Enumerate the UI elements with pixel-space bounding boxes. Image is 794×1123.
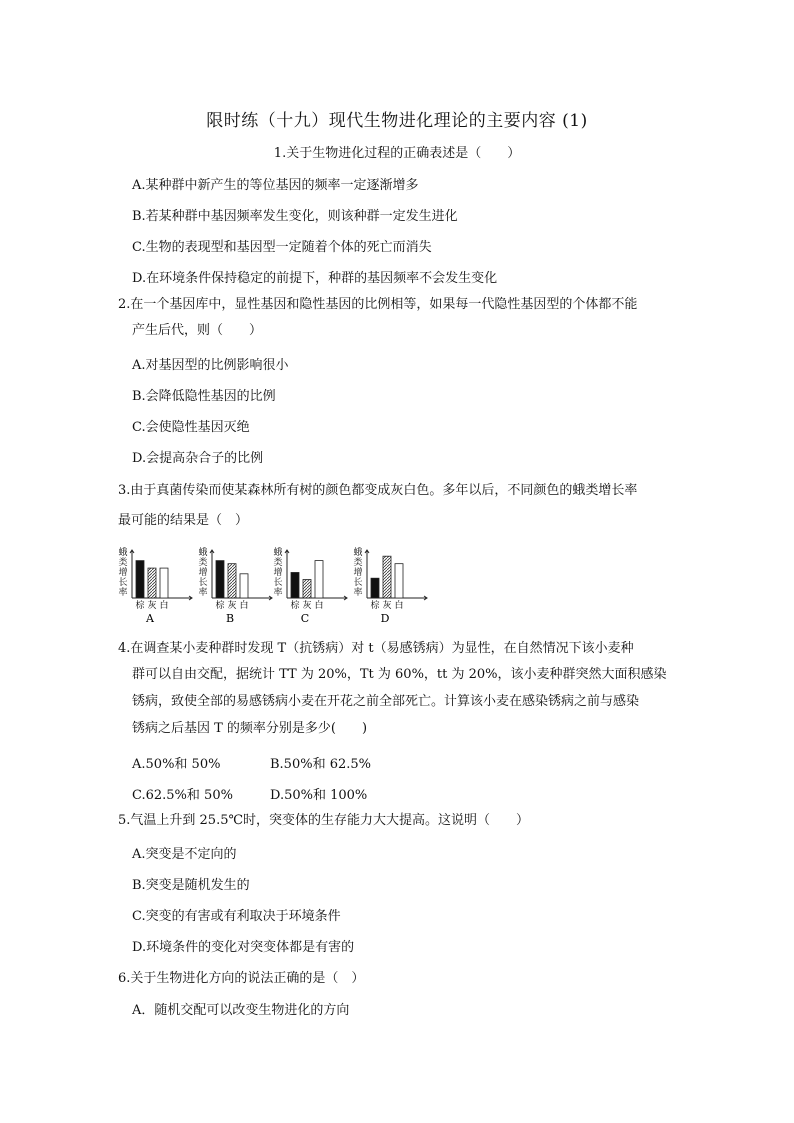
chart-C-xlabel-0: 棕 bbox=[290, 601, 300, 611]
q4-stem-line1: 4.在调查某小麦种群时发现 T（抗锈病）对 t（易感锈病）为显性，在自然情况下该小麦种 bbox=[118, 641, 634, 656]
q4-option-d: D.50%和 100% bbox=[270, 788, 368, 803]
chart-B-xlabel-1: 灰 bbox=[227, 601, 237, 611]
page-title: 限时练（十九）现代生物进化理论的主要内容 (1) bbox=[206, 111, 588, 131]
q5-option-a: A.突变是不定向的 bbox=[132, 847, 237, 862]
chart-A-ylabel: 蛾类增长率 bbox=[118, 548, 128, 598]
q1-option-a: A.某种群中新产生的等位基因的频率一定逐渐增多 bbox=[132, 178, 419, 193]
q2-stem-line1: 2.在一个基因库中，显性基因和隐性基因的比例相等，如果每一代隐性基因型的个体都不能 bbox=[118, 297, 638, 312]
q3-stem-line2: 最可能的结果是（ ） bbox=[118, 513, 249, 528]
chart-C-bar-灰 bbox=[303, 580, 311, 598]
q2-stem-line2: 产生后代，则（ ） bbox=[132, 323, 263, 338]
q5-option-c: C.突变的有害或有利取决于环境条件 bbox=[132, 909, 341, 924]
q2-option-b: B.会降低隐性基因的比例 bbox=[132, 389, 276, 404]
chart-A-bar-白 bbox=[160, 568, 168, 598]
chart-D-xlabel-1: 灰 bbox=[382, 601, 392, 611]
q4-stem-line4: 锈病之后基因 T 的频率分别是多少( ) bbox=[132, 721, 368, 736]
chart-D-bar-棕 bbox=[371, 578, 379, 598]
q3-stem-line1: 3.由于真菌传染而使某森林所有树的颜色都变成灰白色。多年以后，不同颜色的蛾类增长率 bbox=[118, 483, 638, 498]
chart-D-xlabel-2: 白 bbox=[394, 601, 404, 611]
chart-panel-B bbox=[208, 546, 274, 626]
moth-growth-charts bbox=[118, 546, 428, 626]
chart-D-xlabel-0: 棕 bbox=[370, 601, 380, 611]
chart-B-bar-白 bbox=[240, 574, 248, 598]
chart-C-panel-label: C bbox=[300, 612, 310, 625]
q2-option-d: D.会提高杂合子的比例 bbox=[132, 451, 264, 466]
chart-A-xlabel-1: 灰 bbox=[147, 601, 157, 611]
q4-option-a: A.50%和 50% bbox=[132, 757, 221, 772]
chart-B-xlabel-0: 棕 bbox=[215, 601, 225, 611]
q6-option-a: A．随机交配可以改变生物进化的方向 bbox=[132, 1003, 350, 1018]
q5-option-d: D.环境条件的变化对突变体都是有害的 bbox=[132, 940, 355, 955]
chart-B-ylabel: 蛾类增长率 bbox=[198, 548, 208, 598]
chart-C-xlabel-2: 白 bbox=[314, 601, 324, 611]
q1-stem: 1.关于生物进化过程的正确表述是（ ） bbox=[273, 146, 521, 161]
q5-option-b: B.突变是随机发生的 bbox=[132, 878, 250, 893]
chart-A-xlabel-0: 棕 bbox=[135, 601, 145, 611]
chart-panel-A bbox=[128, 546, 194, 626]
chart-panel-D bbox=[363, 546, 429, 626]
chart-D-bar-白 bbox=[395, 564, 403, 598]
q4-option-c: C.62.5%和 50% bbox=[132, 788, 233, 803]
chart-D-panel-label: D bbox=[380, 612, 390, 625]
q1-option-c: C.生物的表现型和基因型一定随着个体的死亡而消失 bbox=[132, 240, 432, 255]
q4-option-b: B.50%和 62.5% bbox=[270, 757, 372, 772]
q2-option-a: A.对基因型的比例影响很小 bbox=[132, 358, 289, 373]
chart-B-xlabel-2: 白 bbox=[239, 601, 249, 611]
chart-A-bar-棕 bbox=[136, 561, 144, 598]
q4-stem-line2: 群可以自由交配，据统计 TT 为 20%，Tt 为 60%，tt 为 20%，该小麦种群突然大面积感染 bbox=[132, 667, 667, 682]
q2-option-c: C.会使隐性基因灭绝 bbox=[132, 420, 250, 435]
chart-A-xlabel-2: 白 bbox=[159, 601, 169, 611]
chart-C-bar-白 bbox=[315, 561, 323, 598]
q6-stem: 6.关于生物进化方向的说法正确的是（ ） bbox=[118, 971, 365, 986]
chart-C-bar-棕 bbox=[291, 572, 299, 598]
chart-C-xlabel-1: 灰 bbox=[302, 601, 312, 611]
q1-option-b: B.若某种群中基因频率发生变化，则该种群一定发生进化 bbox=[132, 209, 458, 224]
chart-B-bar-灰 bbox=[228, 564, 236, 598]
q4-stem-line3: 锈病，致使全部的易感锈病小麦在开花之前全部死亡。计算该小麦在感染锈病之前与感染 bbox=[132, 694, 640, 709]
chart-B-bar-棕 bbox=[216, 561, 224, 598]
q5-stem: 5.气温上升到 25.5℃时，突变体的生存能力大大提高。这说明（ ） bbox=[118, 813, 530, 828]
chart-panel-C bbox=[283, 546, 349, 626]
chart-A-panel-label: A bbox=[146, 612, 154, 625]
chart-D-bar-灰 bbox=[383, 556, 391, 598]
chart-D-ylabel: 蛾类增长率 bbox=[353, 548, 363, 598]
q1-option-d: D.在环境条件保持稳定的前提下，种群的基因频率不会发生变化 bbox=[132, 271, 498, 286]
chart-B-panel-label: B bbox=[225, 612, 235, 625]
chart-A-bar-灰 bbox=[148, 568, 156, 598]
chart-C-ylabel: 蛾类增长率 bbox=[273, 548, 283, 598]
